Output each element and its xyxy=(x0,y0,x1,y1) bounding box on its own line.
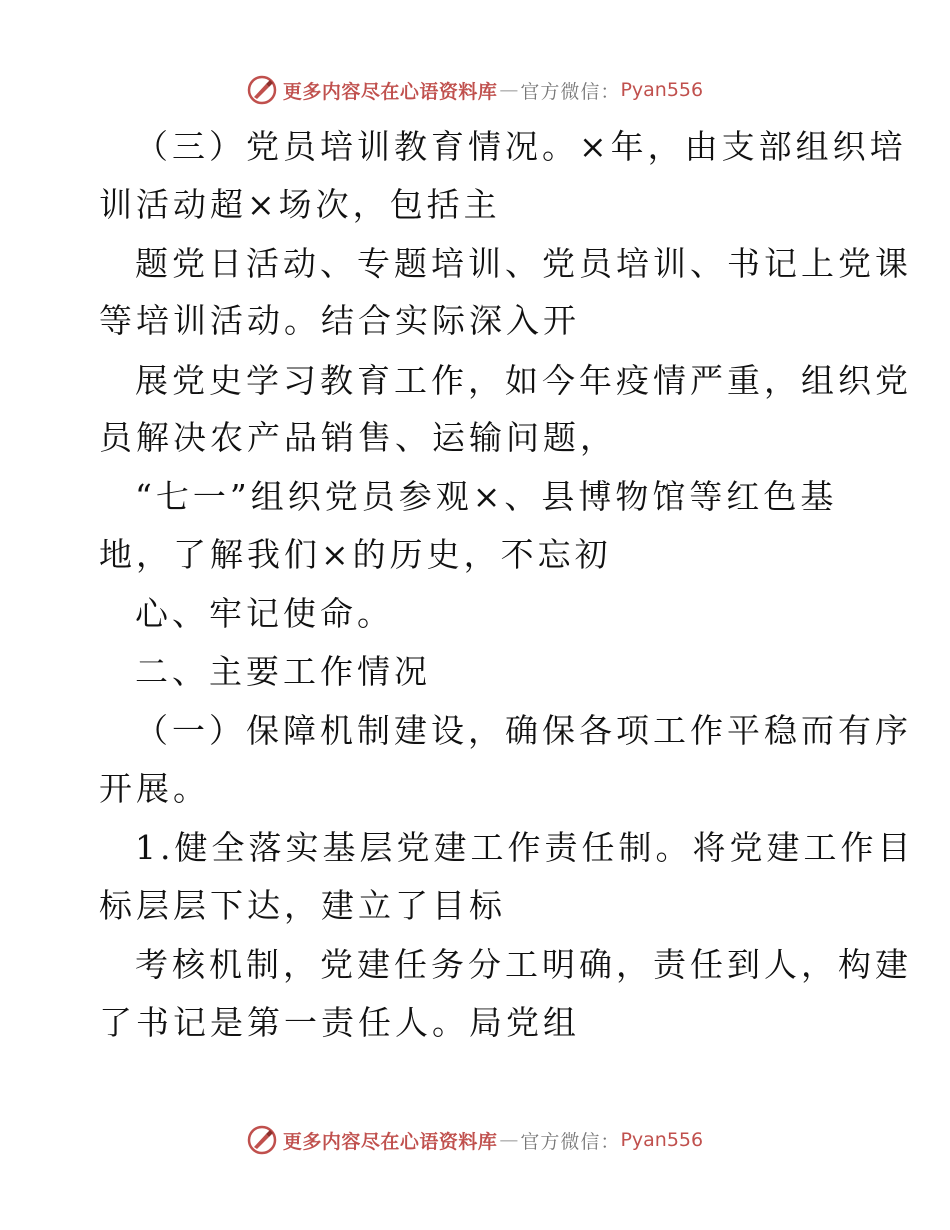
header-banner xyxy=(0,70,950,110)
body-line: 考核机制，党建任务分工明确，责任到人，构建 xyxy=(135,945,912,984)
banner-wechat-label: 官方微信： xyxy=(520,1130,621,1153)
body-line: 1.健全落实基层党建工作责任制。将党建工作目 xyxy=(135,828,915,867)
body-line: 标层层下达，建立了目标 xyxy=(99,886,506,925)
banner-wechat-label: 官方微信： xyxy=(520,80,621,103)
banner-brand: 更多内容尽在心语资料库 xyxy=(282,1130,498,1153)
banner-wechat-id: Pyan556 xyxy=(620,79,704,101)
body-line: 开展。 xyxy=(99,769,210,808)
body-line: 了书记是第一责任人。局党组 xyxy=(99,1003,580,1042)
body-line: 员解决农产品销售、运输问题， xyxy=(99,418,617,457)
body-line: 训活动超×场次，包括主 xyxy=(99,185,501,224)
banner-wechat-id: Pyan556 xyxy=(620,1129,704,1151)
body-line: 展党史学习教育工作，如今年疫情严重，组织党 xyxy=(135,361,912,400)
body-line: 地，了解我们×的历史，不忘初 xyxy=(99,535,612,574)
banner-separator: — xyxy=(499,79,519,101)
banner-separator: — xyxy=(499,1129,519,1151)
body-line: 题党日活动、专题培训、党员培训、书记上党课 xyxy=(135,244,912,283)
body-line: 心、牢记使命。 xyxy=(135,594,394,633)
body-line: 等培训活动。结合实际深入开 xyxy=(99,301,580,340)
pen-logo-icon xyxy=(247,75,277,105)
pen-logo-icon xyxy=(247,1125,277,1155)
body-line: （一）保障机制建设，确保各项工作平稳而有序 xyxy=(135,711,912,750)
footer-banner xyxy=(0,1120,950,1160)
body-line: “七一”组织党员参观×、县博物馆等红色基 xyxy=(135,477,838,516)
body-line: （三）党员培训教育情况。×年，由支部组织培 xyxy=(135,127,907,166)
banner-brand: 更多内容尽在心语资料库 xyxy=(282,80,498,103)
section-heading: 二、主要工作情况 xyxy=(135,652,431,691)
